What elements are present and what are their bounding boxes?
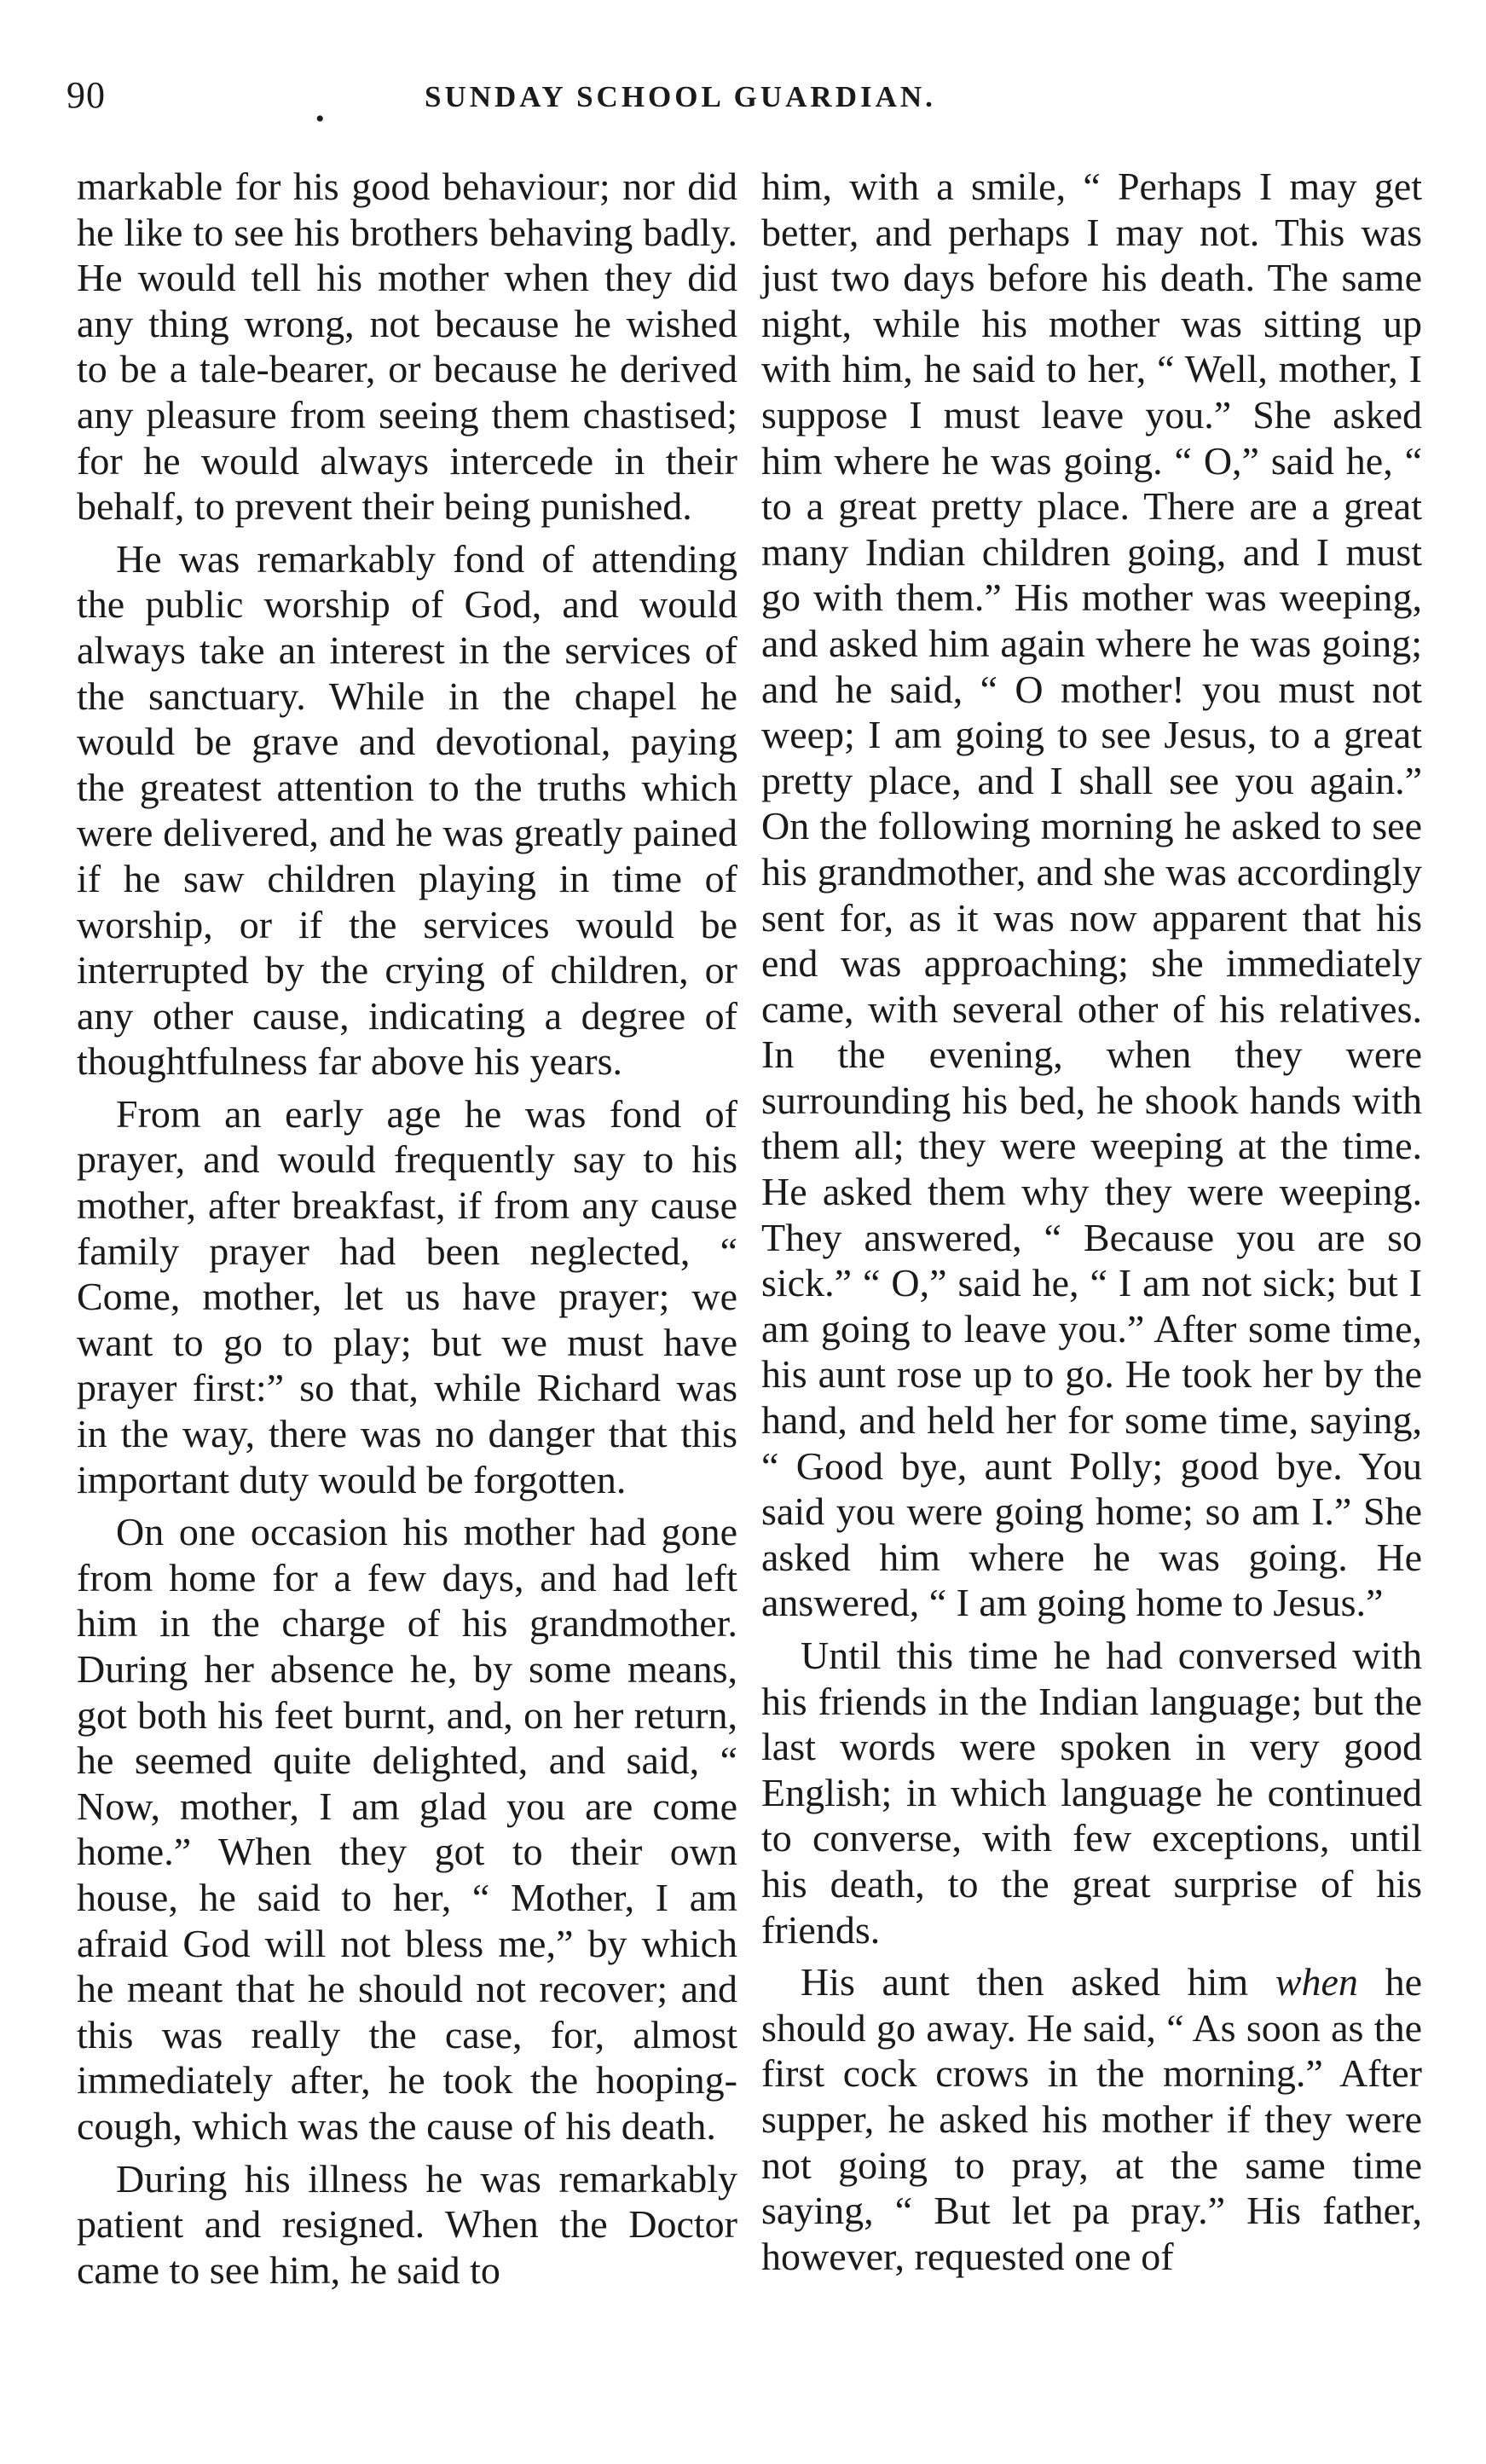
running-head: SUNDAY SCHOOL GUARDIAN. <box>425 80 936 113</box>
right-paragraph-2: Until this time he had conversed with his friends in the Indian language; but the last words were spoken in very good English; in which language he continued to converse, with few exceptions, until his death, to the great surprise of his friends. <box>761 1634 1422 1952</box>
left-paragraph-2: He was remarkably fond of attending the public worship of God, and would always take an interest in the services of the sanctuary. While in the chapel he would be grave and devotional, paying the greatest attention to the truths which were delivered, and he was greatly pained if he saw children playing in time of worship, or if the services would be interrupted by the crying of children, or any other cause, indicating a degree of thoughtfulness far above his years. <box>77 536 737 1084</box>
left-paragraph-4: On one occasion his mother had gone from home for a few days, and had left him in the charge of his grandmother. During her absence he, by some means, got both his feet burnt, and, on her return, he seemed quite delighted, and said, “ Now, mother, I am glad you are come home.” When they got to their own house, he said to her, “ Mother, I am afraid God will not bless me,” by which he meant that he should not recover; and this was really the case, for, almost immediately after, he took the hooping-cough, which was the cause of his death. <box>77 1510 737 2148</box>
header-dot-mark: • <box>315 105 325 133</box>
left-column <box>77 164 737 2293</box>
page-number: 90 <box>66 74 106 116</box>
left-paragraph-3: From an early age he was fond of prayer, and would frequently say to his mother, after breakfast, if from any cause family prayer had been neglected, “ Come, mother, let us have prayer; we want to go to play; but we must have prayer first:” so that, while Richard was in the way, there was no danger that this important duty would be forgotten. <box>77 1091 737 1501</box>
page-header <box>66 72 1422 133</box>
right-paragraph-1: him, with a smile, “ Perhaps I may get better, and perhaps I may not. This was just two days before his death. The same night, while his mother was sitting up with him, he said to her, “ Well, mother, I suppose I must leave you.” She asked him where he was going. “ O,” said he, “ to a great pretty place. There are a great many Indian children going, and I must go with them.” His mother was weeping, and asked him again where he was going; and he said, “ O mother! you must not weep; I am going to see Jesus, to a great pretty place, and I shall see you again.” On the following morning he asked to see his grandmother, and she was accordingly sent for, as it was now apparent that his end was approaching; she immediately came, with several other of his relatives. In the evening, when they were surrounding his bed, he shook hands with them all; they were weeping at the time. He asked them why they were weeping. They answered, “ Because you are so sick.” “ O,” said he, “ I am not sick; but I am going to leave you.” After some time, his aunt rose up to go. He took her by the hand, and held her for some time, saying, “ Good bye, aunt Polly; good bye. You said you were going home; so am I.” She asked him where he was going. He answered, “ I am going home to Jesus.” <box>761 165 1422 1625</box>
right-column <box>761 164 1422 2279</box>
left-paragraph-5: During his illness he was remarkably patient and resigned. When the Doctor came to see him, he said to <box>77 2156 737 2292</box>
right-paragraph-3-end: he should go away. He said, “ As soon as the first cock crows in the morning.” After supper, he asked his mother if they were not going to pray, at the same time saying, “ But let pa pray.” His father, however, requested one of <box>761 1960 1423 2278</box>
right-paragraph-3 <box>761 1959 1422 2279</box>
left-paragraph-1: markable for his good behaviour; nor did he like to see his brothers behaving badly. He would tell his mother when they did any thing wrong, not because he wished to be a tale-bearer, or because he derived any pleasure from seeing them chastised; for he would always intercede in their behalf, to prevent their being punished. <box>77 165 737 529</box>
right-paragraph-3-start: His aunt then asked him <box>801 1960 1275 2004</box>
right-paragraph-3-emphasis: when <box>1275 1960 1358 2004</box>
